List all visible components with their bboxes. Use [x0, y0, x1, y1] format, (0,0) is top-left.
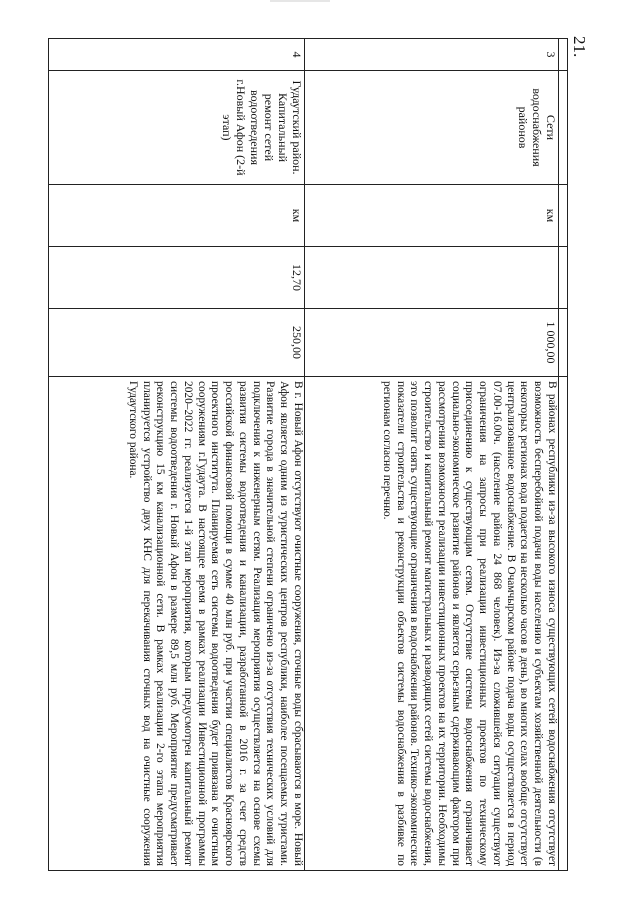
- length-value: 12,70: [49, 247, 305, 309]
- unit-of-measure: км: [49, 185, 305, 247]
- funding-amount: 250,00: [49, 309, 305, 377]
- stub-cell: [559, 39, 568, 71]
- page-number: 21.: [570, 36, 589, 58]
- table-row: [49, 39, 305, 871]
- scan-artifact: [270, 0, 330, 2]
- stub-cell: [559, 71, 568, 185]
- stub-cell: [559, 185, 568, 247]
- stub-cell: [559, 247, 568, 309]
- rotated-table-sheet: [50, 38, 568, 870]
- length-value: [305, 247, 559, 309]
- project-name: Сети водоснабжения районов: [305, 71, 559, 185]
- row-number: 4: [49, 39, 305, 71]
- row-number: 3: [305, 39, 559, 71]
- project-name: Гудаутский район. Капитальный ремонт сетей водоотведения г.Новый Афон (2-й этап): [49, 71, 305, 185]
- project-description: В г. Новый Афон отсутствуют очистные сооружения, сточные воды сбрасываются в море. Новый Афон является одним из туристических центров республики, наиболее посещаемых туристами. Развитие города в значительной степени ограничено из-за отсутствия технических условий для подключения к инженерным сетям. Реализация мероприятия осуществляется на основе схемы развития системы водоотведения и канализации, разработанной в 2016 г. за счет средств российской финансовой помощи в сумме 40 млн руб. при участии специалистов Красноярского проектного института. Планируемая сеть системы водоотведения будет привязана к очистным сооружениям г.Гудаута. В настоящее время в рамках реализации Инвестиционной программы 2020–2022 гг. реализуется 1-й этап мероприятия, которым предусмотрен капитальный ремонт системы водоотведения г. Новый Афон в размере 89,5 млн руб. Мероприятие предусматривает реконструкцию 15 км канализационной сети. В рамках реализации 2-го этапа мероприятия планируется устройство двух КНС для перекачивания сточных вод на очистные сооружения Гудаутского района.: [49, 377, 305, 871]
- project-description: В районах республики из-за высокого износа существующих сетей водоснабжения отсутствует возможность бесперебойной подачи воды населению и субъектам хозяйственной деятельности (в некоторых регионах вода подается на несколько часов в день), во многих селах вообще отсутствует централизованное водоснабжение. В Очамчырском районе подача воды осуществляется в период 07.00-16.00ч. (население района 24 868 человек). Из-за сложившейся ситуации существуют ограничения на запросы при реализации инвестиционных проектов по техническому присоединению к существующим сетям. Отсутствие системы водоснабжения ограничивает социально-экономическое развитие районов и является серьезным сдерживающим фактором при рассмотрении возможности реализации инвестиционных проектов на их территории. Необходимы строительство и капитальный ремонт магистральных и разводящих сетей системы водоснабжения, это позволит снять существующие ограничения в водоснабжении районов. Технико-экономические показатели строительства и реконструкции объектов системы водоснабжения в разбивке по регионам согласно перечню.: [305, 377, 559, 871]
- program-table: [48, 38, 568, 871]
- table-row: [305, 39, 559, 871]
- stub-cell: [559, 377, 568, 871]
- unit-of-measure: км: [305, 185, 559, 247]
- stub-cell: [559, 309, 568, 377]
- table-top-stub: [559, 39, 568, 871]
- funding-amount: 1 000,00: [305, 309, 559, 377]
